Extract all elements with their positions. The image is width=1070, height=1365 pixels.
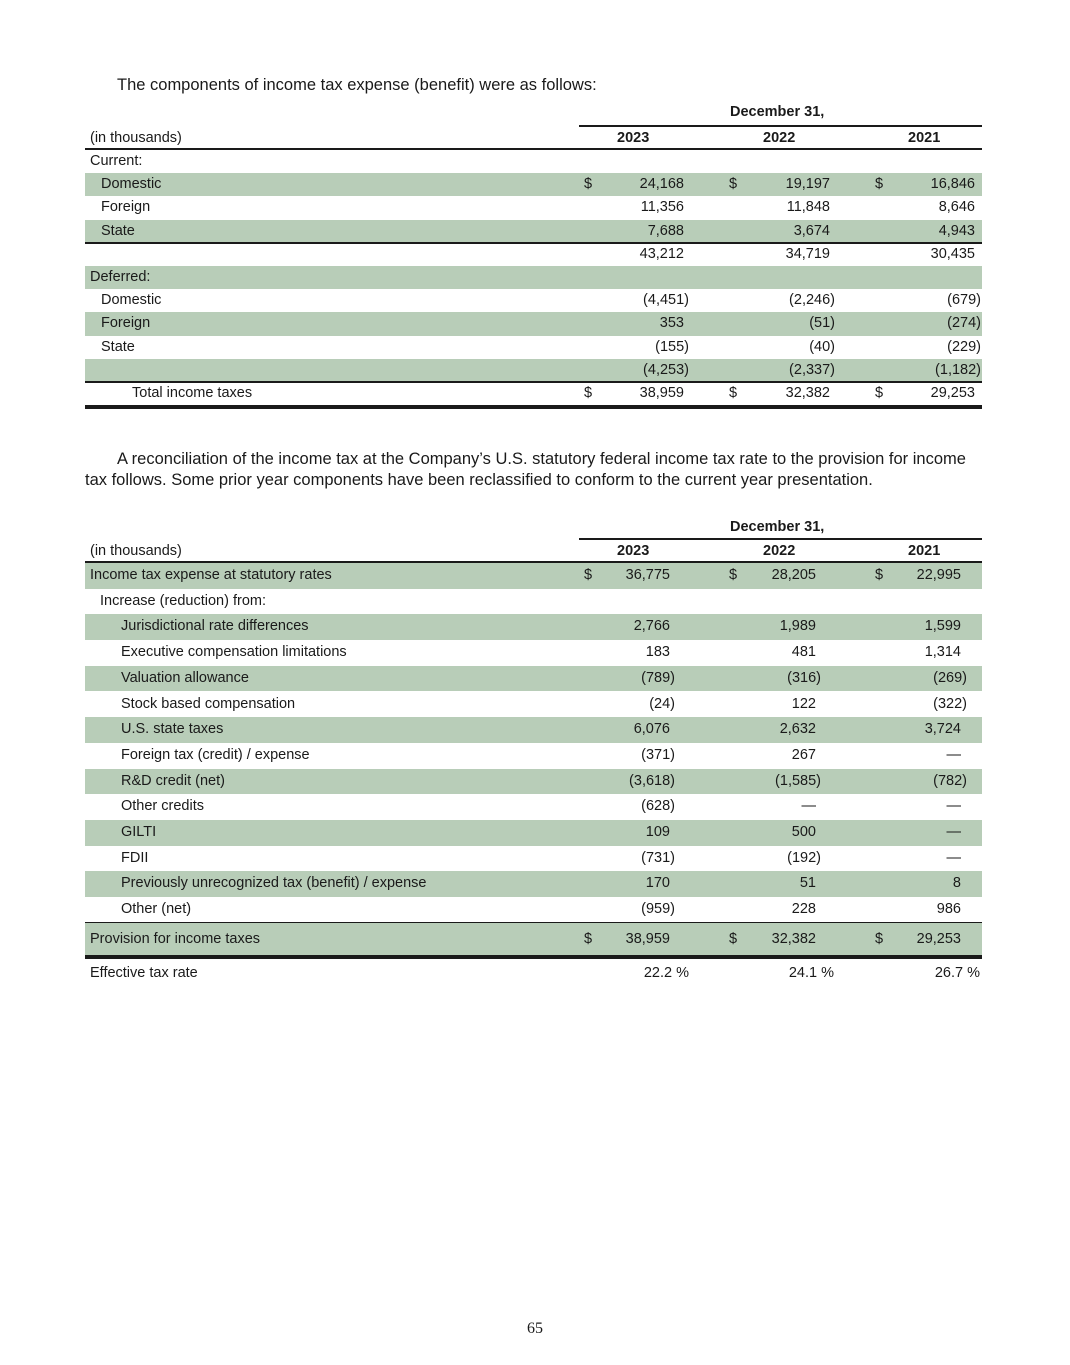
value-2023: 2,766 (633, 618, 670, 635)
table-row (85, 743, 982, 769)
row-label: GILTI (121, 824, 157, 840)
row-label: Deferred: (90, 269, 151, 285)
row-label: State (101, 338, 135, 355)
value-2021: 29,253 (930, 385, 975, 401)
table-row (85, 220, 982, 243)
row-label: Other credits (121, 798, 204, 815)
table-row (85, 359, 982, 382)
value-2022: 34,719 (785, 245, 830, 262)
row-label: Total income taxes (132, 385, 253, 401)
table-row (85, 640, 982, 666)
table-row (85, 769, 982, 795)
value-2023: 7,688 (647, 222, 684, 239)
table-row (85, 243, 982, 266)
value-2023: (3,618) (629, 772, 675, 789)
currency-symbol: $ (875, 176, 884, 193)
table-row (85, 196, 982, 219)
value-2022: 28,205 (771, 567, 816, 583)
row-label: Previously unrecognized tax (benefit) / expense (121, 875, 427, 892)
currency-symbol: $ (875, 567, 884, 583)
header-divider (579, 538, 982, 540)
value-2021: 8,646 (938, 199, 975, 216)
value-2023: (4,253) (643, 361, 689, 378)
currency-symbol: $ (875, 930, 884, 947)
value-2023: 170 (645, 875, 670, 892)
row-rule (85, 405, 982, 409)
value-2023: 36,775 (625, 567, 670, 583)
page-number: 65 (527, 1320, 543, 1337)
value-2022: 32,382 (771, 930, 816, 947)
row-label: Jurisdictional rate differences (121, 618, 309, 635)
row-label: Provision for income taxes (90, 930, 261, 947)
value-2022: (40) (809, 338, 835, 355)
value-2021: 22,995 (916, 567, 961, 583)
row-label: Effective tax rate (90, 964, 198, 981)
year-header-2022: 2022 (763, 130, 796, 146)
value-2021: 30,435 (930, 245, 975, 262)
table-row (85, 923, 982, 955)
intro-text-components: The components of income tax expense (benefit) were as follows: (117, 76, 597, 94)
value-2021: 16,846 (930, 176, 975, 193)
value-2021: 1,314 (924, 644, 961, 661)
value-2022: (2,246) (789, 292, 835, 309)
value-2022: 11,848 (786, 199, 830, 216)
table-row (85, 794, 982, 820)
table-row (85, 846, 982, 872)
value-2021: — (946, 798, 961, 815)
header-divider (579, 125, 982, 127)
value-2021: — (946, 849, 961, 866)
value-2021: (274) (947, 315, 981, 332)
row-label: Foreign tax (credit) / expense (121, 746, 310, 763)
value-2023: 11,356 (640, 199, 684, 216)
unit-label: (in thousands) (90, 130, 182, 146)
value-2022: 481 (791, 644, 816, 661)
table-row (85, 666, 982, 692)
value-2021: (322) (933, 695, 967, 712)
currency-symbol: $ (584, 385, 593, 401)
table-row (85, 955, 982, 991)
table-row (85, 173, 982, 196)
table-row (85, 382, 982, 405)
row-label: FDII (121, 849, 149, 866)
value-2021: 4,943 (938, 222, 975, 239)
row-label: Foreign (101, 315, 151, 332)
row-label: Valuation allowance (121, 669, 249, 686)
table-row (85, 589, 982, 615)
value-2022: — (801, 798, 816, 815)
value-2023: 183 (645, 644, 670, 661)
table-row (85, 614, 982, 640)
value-2022: 122 (791, 695, 816, 712)
value-2022: (1,585) (775, 772, 821, 789)
value-2021: 29,253 (916, 930, 961, 947)
row-label: Increase (reduction) from: (100, 592, 267, 609)
value-2023: 109 (645, 824, 670, 840)
value-2023: 38,959 (625, 930, 670, 947)
value-2021: — (946, 746, 961, 763)
value-2022: (316) (787, 669, 821, 686)
period-header: December 31, (730, 104, 825, 120)
value-2023: 43,212 (639, 245, 684, 262)
value-2021: — (946, 824, 961, 840)
value-2023: (155) (655, 338, 689, 355)
table-row (85, 897, 982, 923)
row-label: Foreign (101, 199, 151, 216)
table-row (85, 289, 982, 312)
value-2021: (679) (947, 292, 981, 309)
value-2022: (2,337) (789, 361, 835, 378)
value-2022: 19,197 (785, 176, 830, 193)
row-label: Current: (90, 153, 143, 169)
value-2022: (192) (787, 849, 821, 866)
row-label: State (101, 222, 135, 239)
currency-symbol: $ (729, 176, 738, 193)
value-2021: (269) (933, 669, 967, 686)
value-2023: (628) (641, 798, 675, 815)
value-2021: (1,182) (935, 361, 981, 378)
table-row (85, 312, 982, 335)
year-header-2021: 2021 (908, 130, 941, 146)
value-2022: 32,382 (785, 385, 830, 401)
value-2021: (782) (933, 772, 967, 789)
row-label: Stock based compensation (121, 695, 296, 712)
row-label: Executive compensation limitations (121, 644, 347, 661)
value-2023: 6,076 (633, 721, 670, 738)
value-2023: (959) (641, 901, 675, 918)
year-header-2023: 2023 (617, 543, 650, 559)
value-2022: 500 (791, 824, 816, 840)
row-label: Domestic (101, 176, 162, 193)
row-label: Income tax expense at statutory rates (90, 567, 332, 583)
value-2023: (24) (649, 695, 675, 712)
value-2022: 1,989 (779, 618, 816, 635)
value-2021: (229) (947, 338, 981, 355)
value-2022: (51) (809, 315, 835, 332)
period-header: December 31, (730, 519, 825, 535)
table-row (85, 266, 982, 289)
row-label: Domestic (101, 292, 162, 309)
value-2021: 3,724 (924, 721, 961, 738)
year-header-2021: 2021 (908, 543, 941, 559)
year-header-2022: 2022 (763, 543, 796, 559)
value-2023: 24,168 (639, 176, 684, 193)
value-2023: (789) (641, 669, 675, 686)
intro-text-reconciliation: A reconciliation of the income tax at the Company’s U.S. statutory federal income tax rate to the provision for income tax follows. Some prior year components have been reclassified to conform to the current year presentation. (85, 450, 966, 489)
value-2022: 3,674 (793, 222, 830, 239)
value-2022: 2,632 (779, 721, 816, 738)
currency-symbol: $ (584, 176, 593, 193)
currency-symbol: $ (729, 385, 738, 401)
table-row (85, 150, 982, 173)
value-2023: (731) (641, 849, 675, 866)
row-label: R&D credit (net) (121, 772, 225, 789)
table-row (85, 563, 982, 589)
value-2022: 51 (799, 875, 816, 892)
value-2023: (4,451) (643, 292, 689, 309)
value-2023: 22.2 % (643, 964, 689, 981)
value-2022: 228 (791, 901, 816, 918)
value-2022: 267 (791, 746, 816, 763)
table-row (85, 820, 982, 846)
currency-symbol: $ (729, 567, 738, 583)
value-2021: 8 (952, 875, 961, 892)
table-row (85, 871, 982, 897)
value-2021: 26.7 % (934, 964, 980, 981)
value-2023: 353 (659, 315, 684, 332)
unit-label: (in thousands) (90, 543, 182, 559)
currency-symbol: $ (875, 385, 884, 401)
table-row (85, 692, 982, 718)
table-row (85, 717, 982, 743)
currency-symbol: $ (729, 930, 738, 947)
row-label: U.S. state taxes (121, 721, 224, 738)
year-header-2023: 2023 (617, 130, 650, 146)
currency-symbol: $ (584, 930, 593, 947)
row-label: Other (net) (121, 901, 192, 918)
value-2023: 38,959 (639, 385, 684, 401)
value-2022: 24.1 % (788, 964, 834, 981)
value-2021: 986 (936, 901, 961, 918)
table-row (85, 336, 982, 359)
value-2023: (371) (641, 746, 675, 763)
value-2021: 1,599 (924, 618, 961, 635)
currency-symbol: $ (584, 567, 593, 583)
